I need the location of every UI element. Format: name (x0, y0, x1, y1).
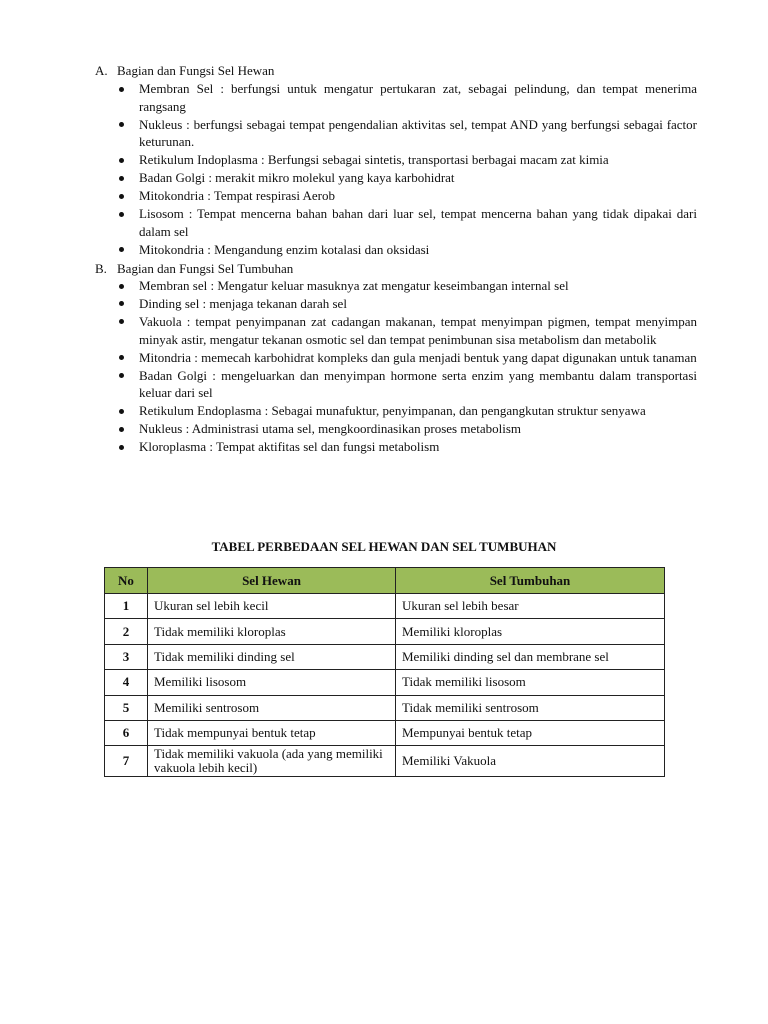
cell-sel-hewan: Memiliki sentrosom (148, 695, 396, 720)
cell-sel-tumbuhan: Tidak memiliki sentrosom (396, 695, 665, 720)
header-no: No (105, 568, 148, 594)
row-number: 4 (105, 670, 148, 695)
section-b-title: Bagian dan Fungsi Sel Tumbuhan (117, 261, 294, 276)
section-a-list (117, 80, 697, 259)
table-row (105, 644, 665, 669)
row-number: 6 (105, 720, 148, 745)
cell-sel-tumbuhan: Memiliki kloroplas (396, 619, 665, 644)
section-a-heading (95, 62, 705, 79)
list-item: Membran sel : Mengatur keluar masuknya zat mengatur keseimbangan internal sel (117, 277, 697, 295)
row-number: 3 (105, 644, 148, 669)
cell-sel-tumbuhan: Ukuran sel lebih besar (396, 594, 665, 619)
list-item: Mitokondria : Mengandung enzim kotalasi dan oksidasi (117, 241, 697, 259)
cell-sel-hewan: Tidak memiliki kloroplas (148, 619, 396, 644)
row-number: 7 (105, 746, 148, 777)
list-item: Retikulum Endoplasma : Sebagai munafuktur, penyimpanan, dan pengangkutan struktur senyawa (117, 402, 697, 420)
list-item: Badan Golgi : mengeluarkan dan menyimpan hormone serta enzim yang membantu dalam transportasi keluar dari sel (117, 367, 697, 402)
list-item: Retikulum Indoplasma : Berfungsi sebagai sintetis, transportasi berbagai macam zat kimia (117, 151, 697, 169)
table-row (105, 720, 665, 745)
list-item: Vakuola : tempat penyimpanan zat cadangan makanan, tempat menyimpan pigmen, tempat menyimpan minyak astir, mengatur tekanan osmotic sel dan tempat penimbunan sisa metabolism dan metabolik (117, 313, 697, 348)
cell-sel-hewan: Tidak memiliki dinding sel (148, 644, 396, 669)
cell-sel-tumbuhan: Memiliki Vakuola (396, 746, 665, 777)
cell-sel-hewan: Tidak mempunyai bentuk tetap (148, 720, 396, 745)
table-title: TABEL PERBEDAAN SEL HEWAN DAN SEL TUMBUHAN (211, 539, 557, 554)
table-row (105, 619, 665, 644)
table-row (105, 594, 665, 619)
cell-sel-tumbuhan: Mempunyai bentuk tetap (396, 720, 665, 745)
section-b-heading (95, 260, 705, 277)
table-row (105, 695, 665, 720)
section-b-letter: B. (95, 261, 107, 276)
row-number: 1 (105, 594, 148, 619)
section-a-title: Bagian dan Fungsi Sel Hewan (117, 63, 275, 78)
list-item: Lisosom : Tempat mencerna bahan bahan dari luar sel, tempat mencerna bahan yang tidak dipakai dari dalam sel (117, 205, 697, 240)
list-item: Nukleus : Administrasi utama sel, mengkoordinasikan proses metabolism (117, 420, 697, 438)
section-b-list (117, 277, 697, 456)
list-item: Badan Golgi : merakit mikro molekul yang kaya karbohidrat (117, 169, 697, 187)
cell-sel-hewan: Ukuran sel lebih kecil (148, 594, 396, 619)
table-row (105, 746, 665, 777)
list-item: Mitondria : memecah karbohidrat kompleks dan gula menjadi bentuk yang dapat digunakan untuk tanaman (117, 349, 697, 367)
list-item: Kloroplasma : Tempat aktifitas sel dan fungsi metabolism (117, 438, 697, 456)
cell-sel-tumbuhan: Memiliki dinding sel dan membrane sel (396, 644, 665, 669)
header-sel-hewan: Sel Hewan (148, 568, 396, 594)
section-a-letter: A. (95, 63, 108, 78)
table-header-row (105, 568, 665, 594)
cell-sel-hewan: Memiliki lisosom (148, 670, 396, 695)
comparison-table (104, 567, 665, 777)
table-row (105, 670, 665, 695)
list-item: Nukleus : berfungsi sebagai tempat pengendalian aktivitas sel, tempat AND yang berfungsi sebagai factor keturunan. (117, 116, 697, 151)
row-number: 2 (105, 619, 148, 644)
list-item: Mitokondria : Tempat respirasi Aerob (117, 187, 697, 205)
list-item: Dinding sel : menjaga tekanan darah sel (117, 295, 697, 313)
cell-sel-hewan: Tidak memiliki vakuola (ada yang memiliki vakuola lebih kecil) (148, 746, 396, 777)
cell-sel-tumbuhan: Tidak memiliki lisosom (396, 670, 665, 695)
header-sel-tumbuhan: Sel Tumbuhan (396, 568, 665, 594)
list-item: Membran Sel : berfungsi untuk mengatur pertukaran zat, sebagai pelindung, dan tempat menerima rangsang (117, 80, 697, 115)
row-number: 5 (105, 695, 148, 720)
